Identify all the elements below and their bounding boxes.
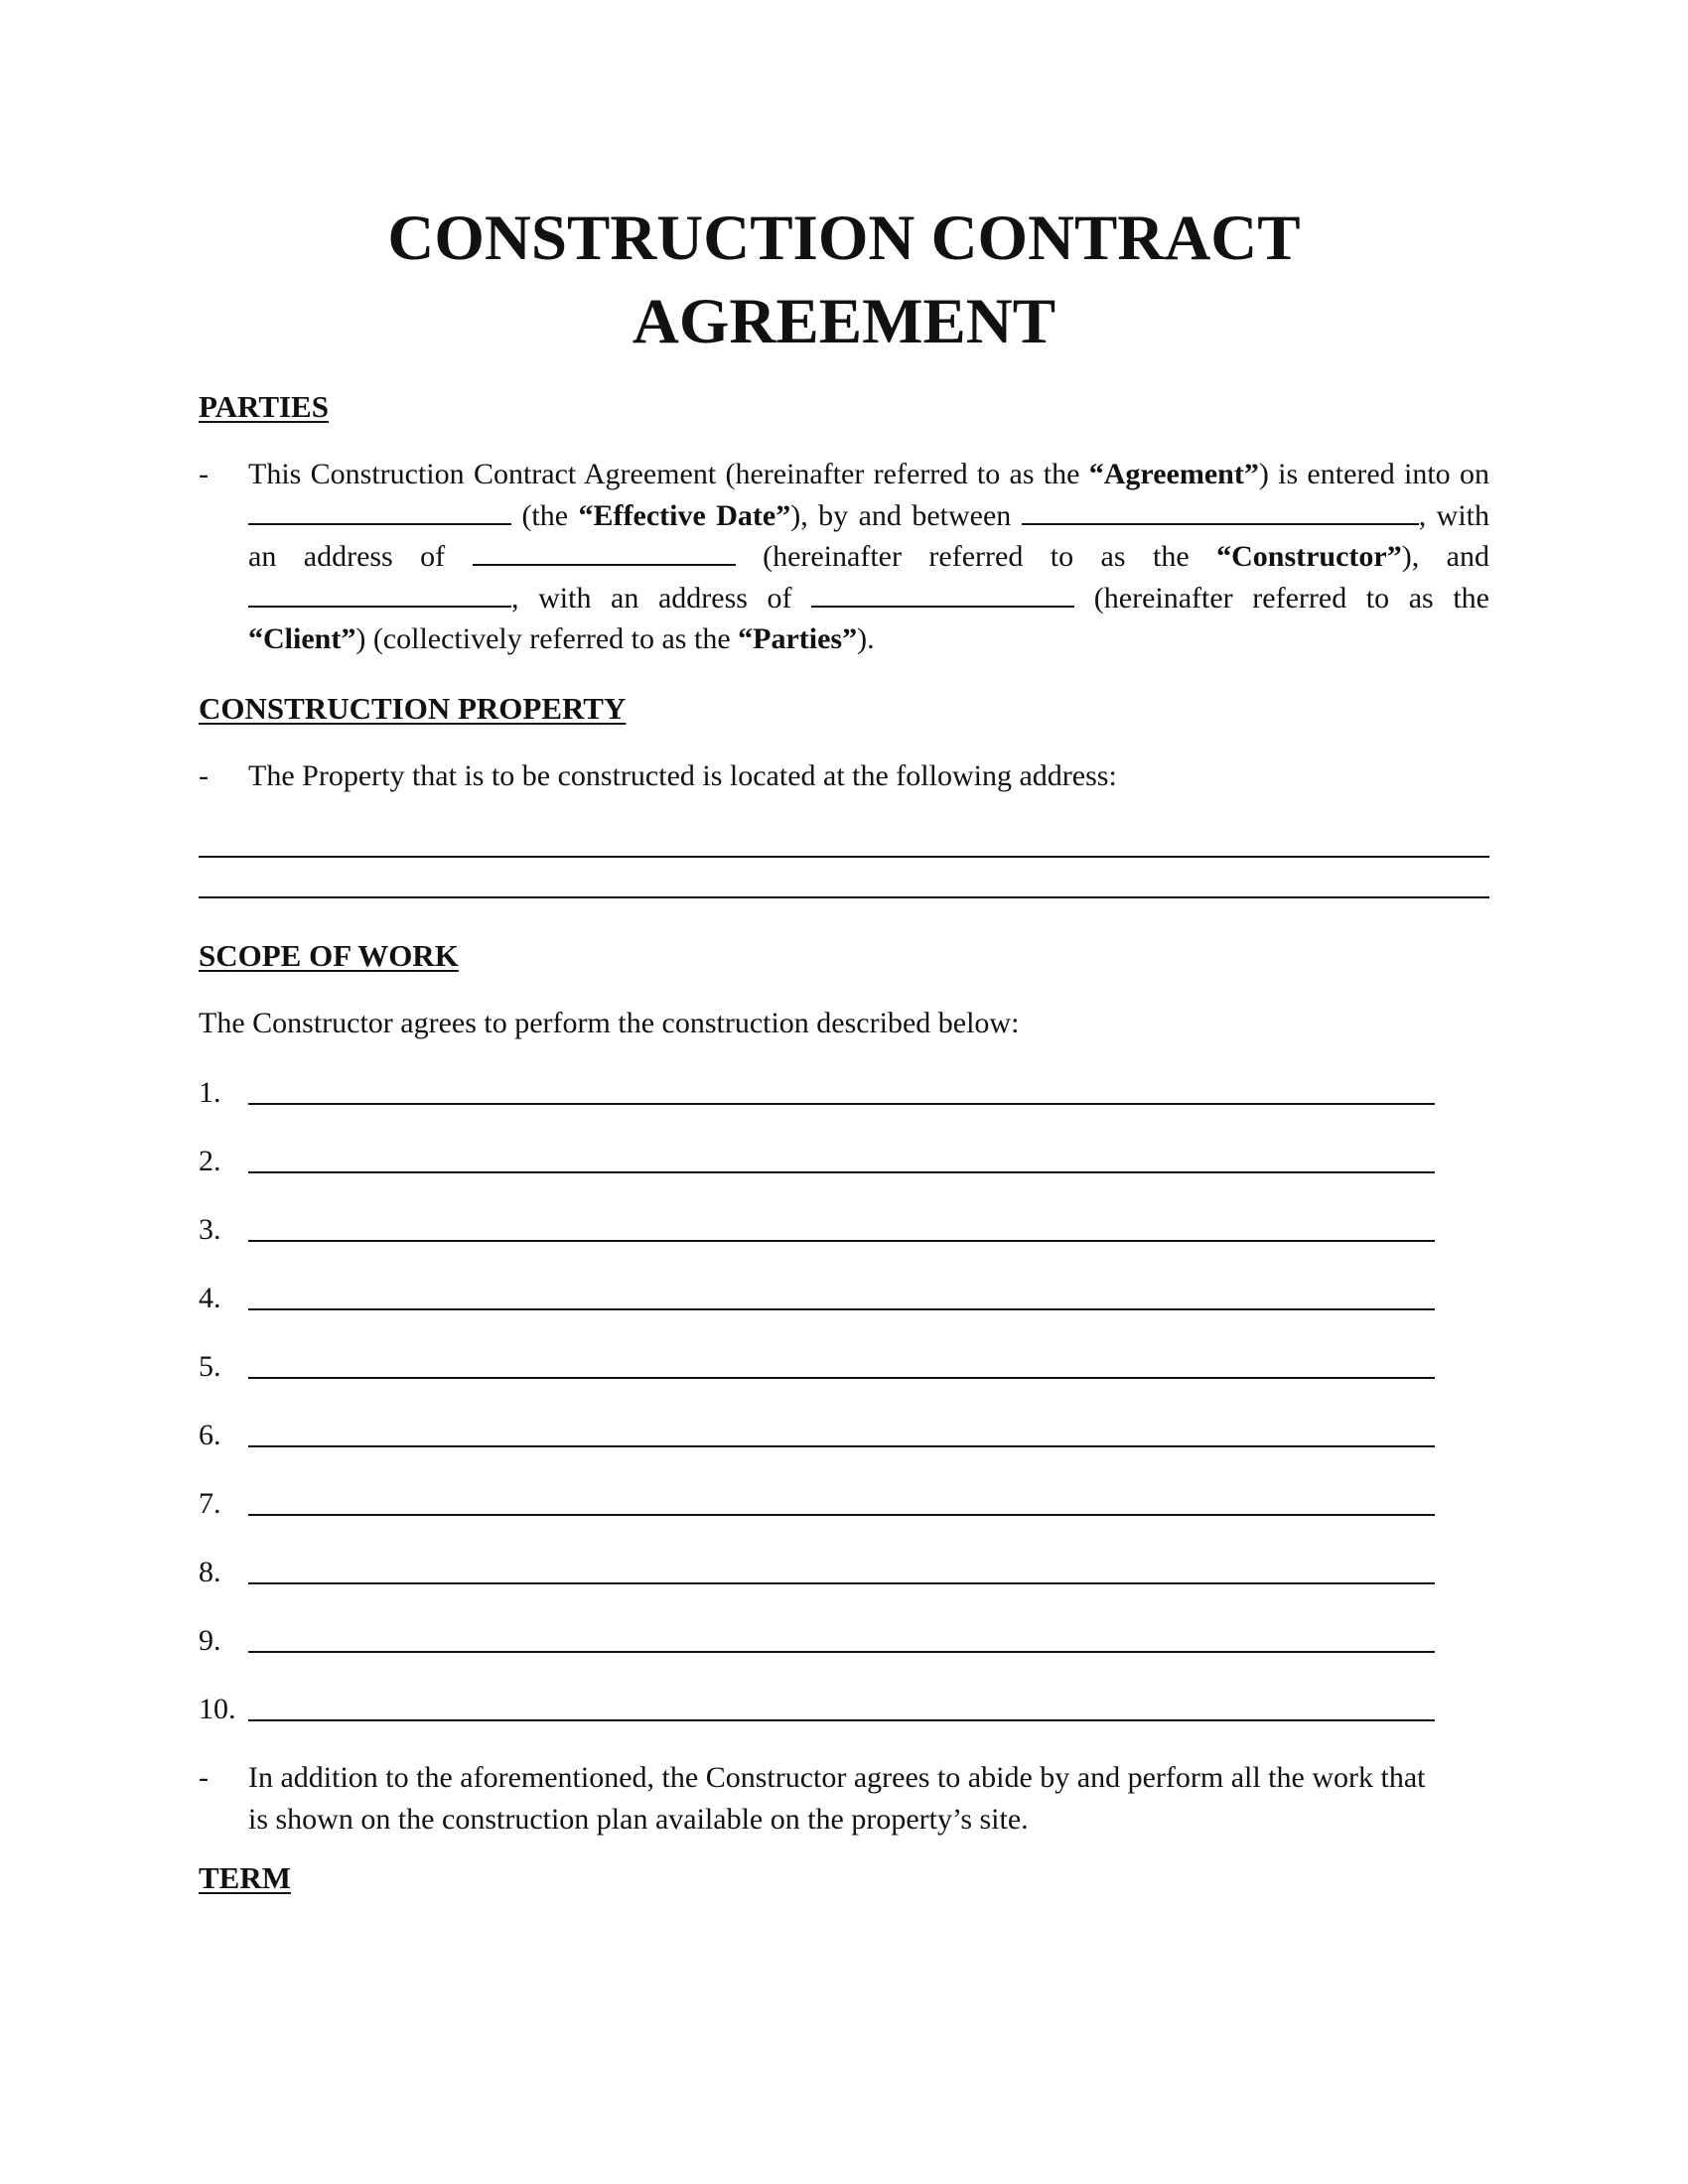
scope-item-number: 10.: [199, 1693, 236, 1725]
scope-heading: SCOPE OF WORK: [199, 938, 459, 973]
client-address-blank[interactable]: [811, 605, 1074, 608]
scope-item: [199, 1689, 1489, 1729]
scope-item-number: 1.: [199, 1076, 221, 1109]
scope-closing-text: In addition to the aforementioned, the Constructor agrees to abide by and perform all the work that is shown on the construction plan available on the property’s site.: [248, 1761, 1426, 1836]
scope-item: [199, 1552, 1489, 1592]
scope-closing-bullet: -: [199, 1761, 209, 1794]
scope-item-number: 3.: [199, 1213, 221, 1246]
property-bullet: -: [199, 759, 209, 792]
document-title: [199, 197, 1489, 363]
property-heading: CONSTRUCTION PROPERTY: [199, 691, 627, 726]
property-address-line-2[interactable]: [199, 896, 1489, 898]
scope-intro: The Constructor agrees to perform the construction described below:: [199, 1007, 1020, 1039]
scope-item-line[interactable]: [248, 1103, 1435, 1105]
parties-paragraph: This Construction Contract Agreement (hereinafter referred to as the “Agreement”) is entered into on (the “Effective Date”), by and between , with an address of (hereinafter referred to as the “Constructor”), and , with an address of (hereinafter referred to as the “Client”) (collectively referred to as the “Parties”).: [248, 458, 1489, 655]
term-parties: “Parties”: [738, 622, 858, 655]
term-effective-date: “Effective Date”: [578, 498, 791, 532]
scope-item: [199, 1141, 1489, 1181]
scope-item: [199, 1483, 1489, 1524]
scope-item-number: 7.: [199, 1487, 221, 1520]
scope-item-number: 9.: [199, 1624, 221, 1657]
scope-item-line[interactable]: [248, 1514, 1435, 1516]
scope-item-line[interactable]: [248, 1651, 1435, 1653]
scope-item-line[interactable]: [248, 1308, 1435, 1310]
scope-item-line[interactable]: [248, 1719, 1435, 1721]
client-name-blank[interactable]: [248, 605, 511, 608]
constructor-address-blank[interactable]: [473, 563, 736, 566]
scope-item-number: 4.: [199, 1282, 221, 1314]
scope-item-line[interactable]: [248, 1171, 1435, 1173]
scope-item-line[interactable]: [248, 1240, 1435, 1242]
term-client: “Client”: [248, 622, 356, 655]
scope-item-number: 2.: [199, 1145, 221, 1177]
scope-item-number: 8.: [199, 1556, 221, 1588]
scope-item: [199, 1620, 1489, 1661]
effective-date-blank[interactable]: [248, 522, 511, 525]
scope-item-line[interactable]: [248, 1582, 1435, 1584]
scope-item: [199, 1278, 1489, 1318]
scope-item-line[interactable]: [248, 1377, 1435, 1379]
title-line-2: AGREEMENT: [632, 286, 1056, 357]
parties-bullet: -: [199, 458, 209, 490]
property-text: The Property that is to be constructed is located at the following address:: [248, 759, 1117, 792]
scope-item: [199, 1346, 1489, 1387]
scope-item-number: 5.: [199, 1350, 221, 1383]
scope-item-line[interactable]: [248, 1445, 1435, 1447]
term-constructor: “Constructor”: [1216, 540, 1402, 573]
term-heading: TERM: [199, 1860, 291, 1895]
term-agreement: “Agreement”: [1088, 458, 1259, 490]
scope-item: [199, 1072, 1489, 1113]
property-address-line-1[interactable]: [199, 856, 1489, 858]
scope-item: [199, 1415, 1489, 1455]
scope-item: [199, 1209, 1489, 1250]
title-line-1: CONSTRUCTION CONTRACT: [387, 203, 1301, 274]
scope-item-number: 6.: [199, 1419, 221, 1451]
parties-heading: PARTIES: [199, 389, 329, 424]
constructor-name-blank[interactable]: [1022, 522, 1419, 525]
